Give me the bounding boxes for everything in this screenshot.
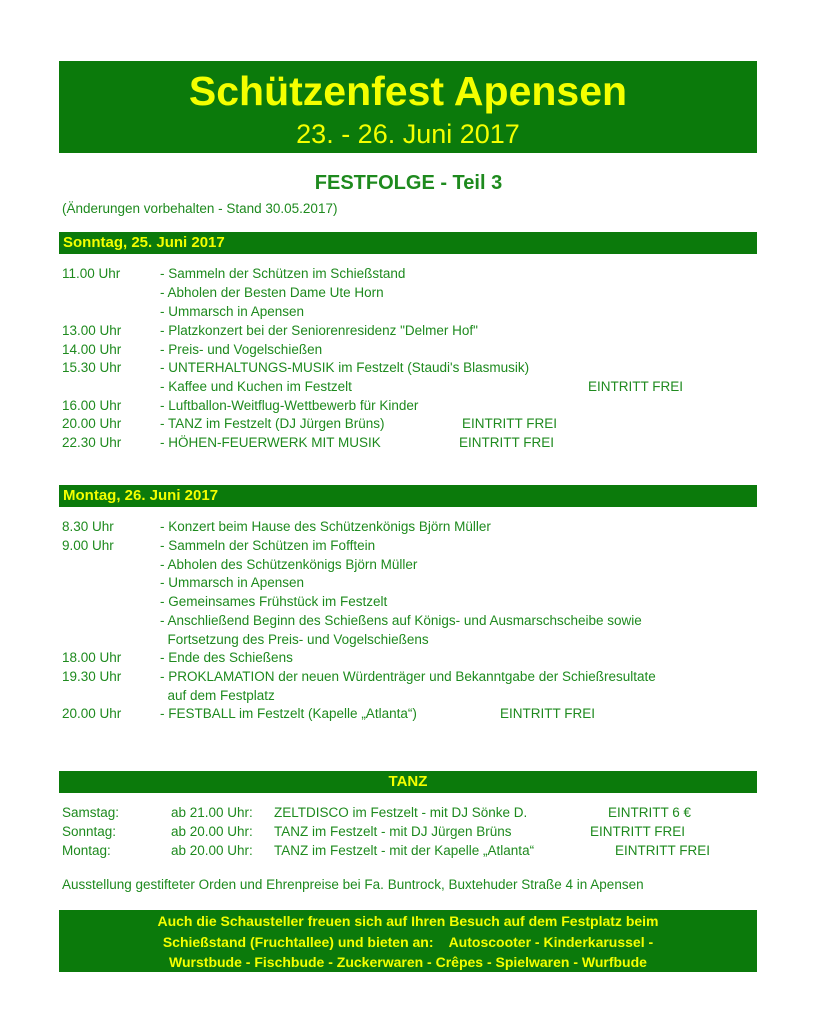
tanz-row <box>0 823 817 841</box>
tanz-day: Samstag: <box>62 805 120 820</box>
montag-heading: Montag, 26. Juni 2017 <box>63 487 219 504</box>
admission-label: EINTRITT FREI <box>588 379 684 394</box>
schedule-desc: - PROKLAMATION der neuen Würdenträger und Bekanntgabe der Schießresultate <box>160 669 656 684</box>
schedule-row <box>0 687 817 705</box>
schausteller-banner <box>59 910 757 972</box>
schedule-time: 20.00 Uhr <box>62 416 122 431</box>
change-note: (Änderungen vorbehalten - Stand 30.05.2017) <box>62 201 338 216</box>
schedule-desc: - Preis- und Vogelschießen <box>160 342 323 357</box>
schedule-desc: - Abholen der Besten Dame Ute Horn <box>160 285 384 300</box>
tanz-row <box>0 804 817 822</box>
schedule-time: 14.00 Uhr <box>62 342 122 357</box>
schedule-row <box>0 518 817 536</box>
schedule-row <box>0 378 817 396</box>
schedule-desc: - Konzert beim Hause des Schützenkönigs Björn Müller <box>160 519 491 534</box>
admission-label: EINTRITT FREI <box>615 843 711 858</box>
schedule-desc: - Sammeln der Schützen im Schießstand <box>160 266 406 281</box>
tanz-row <box>0 842 817 860</box>
footer-line: Auch die Schausteller freuen sich auf Ihren Besuch auf dem Festplatz beim <box>157 913 659 929</box>
schedule-row <box>0 612 817 630</box>
schedule-row <box>0 668 817 686</box>
schedule-row <box>0 322 817 340</box>
schedule-time: 16.00 Uhr <box>62 398 122 413</box>
schedule-desc: Fortsetzung des Preis- und Vogelschießens <box>160 632 429 647</box>
schedule-time: 8.30 Uhr <box>62 519 114 534</box>
schedule-row <box>0 593 817 611</box>
schedule-row <box>0 537 817 555</box>
schedule-desc: - Anschließend Beginn des Schießens auf Königs- und Ausmarschscheibe sowie <box>160 613 642 628</box>
schedule-time: 9.00 Uhr <box>62 538 114 553</box>
tanz-desc: TANZ im Festzelt - mit der Kapelle „Atlanta“ <box>274 843 535 858</box>
schedule-row <box>0 397 817 415</box>
tanz-time: ab 20.00 Uhr: <box>171 824 253 839</box>
schedule-row <box>0 341 817 359</box>
schedule-time: 11.00 Uhr <box>62 266 121 281</box>
title-banner <box>59 61 757 153</box>
sonntag-heading: Sonntag, 25. Juni 2017 <box>63 234 225 251</box>
tanz-desc: ZELTDISCO im Festzelt - mit DJ Sönke D. <box>274 805 528 820</box>
tanz-day: Sonntag: <box>62 824 117 839</box>
tanz-heading: TANZ <box>388 773 428 790</box>
ausstellung-note: Ausstellung gestifteter Orden und Ehrenpreise bei Fa. Buntrock, Buxtehuder Straße 4 in Apensen <box>62 877 644 892</box>
schedule-row <box>0 415 817 433</box>
sonntag-heading-bar <box>59 232 757 254</box>
schedule-desc: - TANZ im Festzelt (DJ Jürgen Brüns) <box>160 416 385 431</box>
schedule-row <box>0 574 817 592</box>
event-dates: 23. - 26. Juni 2017 <box>296 119 520 149</box>
footer-line: Wurstbude - Fischbude - Zuckerwaren - Crêpes - Spielwaren - Wurfbude <box>169 954 647 970</box>
schedule-desc: - Gemeinsames Frühstück im Festzelt <box>160 594 388 609</box>
admission-label: EINTRITT 6 € <box>608 805 692 820</box>
schedule-desc: - Ummarsch in Apensen <box>160 575 305 590</box>
schedule-row <box>0 631 817 649</box>
schedule-row <box>0 359 817 377</box>
schedule-desc: - Platzkonzert bei der Seniorenresidenz "Delmer Hof" <box>160 323 478 338</box>
schedule-row <box>0 303 817 321</box>
admission-label: EINTRITT FREI <box>459 435 555 450</box>
schedule-desc: - HÖHEN-FEUERWERK MIT MUSIK <box>160 435 381 450</box>
schedule-time: 19.30 Uhr <box>62 669 122 684</box>
tanz-time: ab 21.00 Uhr: <box>171 805 253 820</box>
admission-label: EINTRITT FREI <box>500 706 596 721</box>
schedule-desc: - Abholen des Schützenkönigs Björn Müller <box>160 557 418 572</box>
schedule-desc: - Ende des Schießens <box>160 650 293 665</box>
schedule-desc: auf dem Festplatz <box>160 688 275 703</box>
schedule-time: 20.00 Uhr <box>62 706 122 721</box>
montag-heading-bar <box>59 485 757 507</box>
admission-label: EINTRITT FREI <box>462 416 558 431</box>
schedule-row <box>0 556 817 574</box>
schedule-desc: - Kaffee und Kuchen im Festzelt <box>160 379 352 394</box>
tanz-time: ab 20.00 Uhr: <box>171 843 253 858</box>
schedule-desc: - Sammeln der Schützen im Fofftein <box>160 538 376 553</box>
tanz-day: Montag: <box>62 843 111 858</box>
schedule-row <box>0 705 817 723</box>
schedule-time: 15.30 Uhr <box>62 360 122 375</box>
schedule-row <box>0 649 817 667</box>
page-title: Schützenfest Apensen <box>188 68 628 114</box>
tanz-desc: TANZ im Festzelt - mit DJ Jürgen Brüns <box>274 824 512 839</box>
schedule-desc: - UNTERHALTUNGS-MUSIK im Festzelt (Staudi's Blasmusik) <box>160 360 530 375</box>
schedule-desc: - Luftballon-Weitflug-Wettbewerb für Kinder <box>160 398 419 413</box>
festfolge-heading: FESTFOLGE - Teil 3 <box>314 172 503 194</box>
footer-line: Schießstand (Fruchtallee) und bieten an: Autoscooter - Kinderkarussel - <box>162 933 654 950</box>
schedule-row <box>0 265 817 283</box>
schedule-time: 13.00 Uhr <box>62 323 122 338</box>
tanz-heading-bar <box>59 771 757 793</box>
schedule-time: 22.30 Uhr <box>62 435 122 450</box>
schedule-desc: - FESTBALL im Festzelt (Kapelle „Atlanta“) <box>160 706 417 721</box>
admission-label: EINTRITT FREI <box>590 824 686 839</box>
schedule-row <box>0 284 817 302</box>
schedule-time: 18.00 Uhr <box>62 650 122 665</box>
schedule-desc: - Ummarsch in Apensen <box>160 304 305 319</box>
schedule-row <box>0 434 817 452</box>
